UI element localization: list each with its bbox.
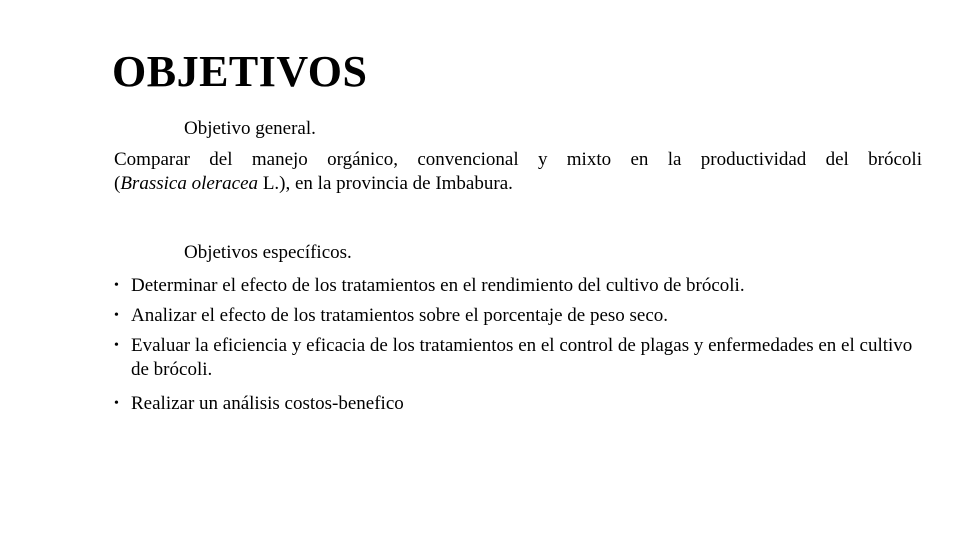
list-item-text: Evaluar la eficiencia y eficacia de los tratamientos en el control de plagas y enfermedades en el cultivo de brócoli. [131, 335, 913, 380]
list-item [114, 274, 934, 298]
list-item [114, 304, 934, 328]
list-item [114, 392, 934, 416]
bullet-icon: • [114, 278, 119, 293]
bullet-icon: • [114, 396, 119, 411]
open-parenthesis: ( [114, 173, 121, 194]
list-item [114, 334, 934, 382]
general-objective-heading: Objetivo general. [184, 118, 316, 139]
list-item-text: Realizar un análisis costos-benefico [131, 393, 404, 414]
specific-objectives-list [114, 274, 934, 416]
bullet-icon: • [114, 338, 119, 353]
bullet-icon: • [114, 308, 119, 323]
slide-title: OBJETIVOS [112, 47, 368, 96]
specific-objectives-heading: Objetivos específicos. [184, 242, 352, 263]
general-objective-line-1: Comparar del manejo orgánico, convencional y mixto en la productividad del brócoli [114, 149, 922, 170]
general-objective-text [114, 148, 922, 196]
list-item-text: Determinar el efecto de los tratamientos en el rendimiento del cultivo de brócoli. [131, 275, 745, 296]
list-item-text: Analizar el efecto de los tratamientos sobre el porcentaje de peso seco. [131, 305, 669, 326]
species-name: Brassica oleracea [120, 173, 259, 194]
general-objective-line-2 [114, 172, 922, 196]
general-objective-line-2-rest: L.), en la provincia de Imbabura. [258, 173, 513, 194]
